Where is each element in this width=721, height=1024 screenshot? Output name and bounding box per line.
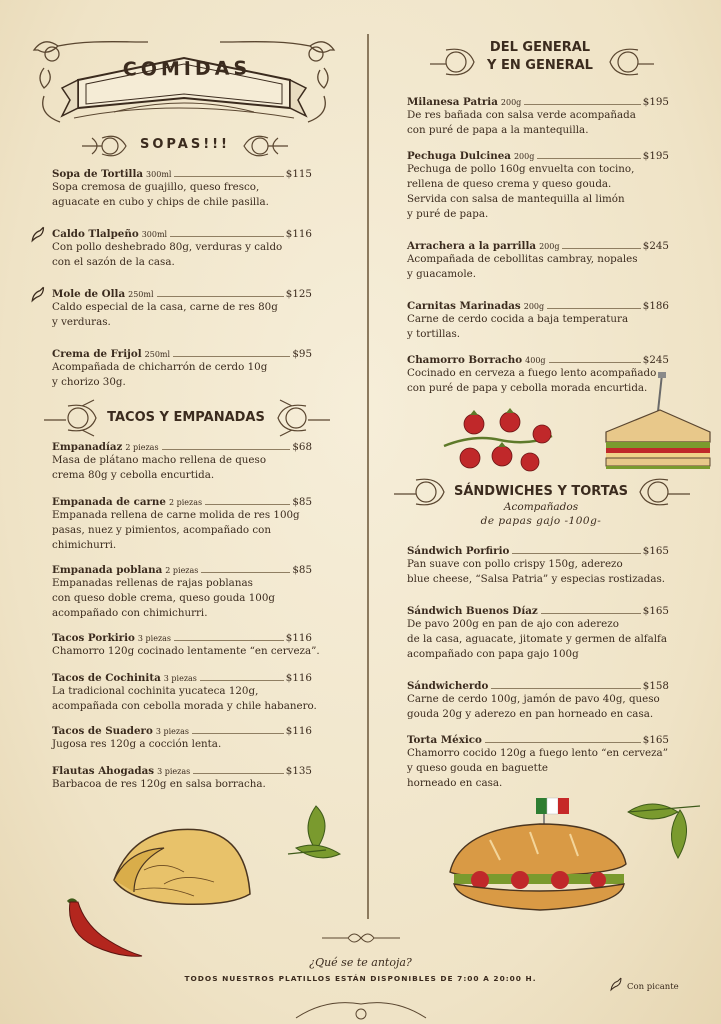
spicy-legend [609, 976, 679, 992]
menu-item-mole-de-olla [52, 288, 312, 330]
item-price: $245 [642, 240, 669, 252]
item-description-line: con puré de papa a la mantequilla. [407, 124, 589, 136]
left-column [52, 0, 320, 800]
item-description-line: y queso gouda en baguette [407, 762, 549, 774]
price-leader-line [192, 733, 284, 734]
item-size: 200g [539, 242, 560, 251]
footer-ornament-bottom [290, 994, 432, 1024]
item-description-line: pasas, nuez y pimientos, acompañado con [52, 524, 271, 536]
menu-item-caldo-tlalpeno [52, 228, 312, 270]
item-name: Empanada poblana [52, 564, 163, 576]
price-leader-line [162, 449, 291, 450]
footer-question: ¿Qué se te antoja? [309, 956, 412, 969]
menu-item-sandwich-porfirio [407, 545, 669, 587]
item-size: 3 piezas [163, 674, 197, 683]
section-title-sandwiches: SÁNDWICHES Y TORTAS [453, 484, 629, 499]
item-price: $116 [285, 725, 312, 737]
item-name: Chamorro Borracho [407, 354, 523, 366]
item-description-line: aguacate en cubo y chips de chile pasilla. [52, 196, 269, 208]
item-name: Carnitas Marinadas [407, 300, 521, 312]
item-size: 250ml [144, 350, 171, 359]
item-name: Caldo Tlalpeño [52, 228, 139, 240]
menu-item-empanadiaz [52, 441, 312, 483]
price-leader-line [173, 356, 290, 357]
price-leader-line [541, 613, 641, 614]
item-description-line: blue cheese, “Salsa Patria” y especias rostizadas. [407, 573, 666, 585]
item-description-line: De res bañada con salsa verde acompañada [407, 109, 636, 121]
item-description-line: con el sazón de la casa. [52, 256, 175, 268]
footer-ornament-top [318, 928, 404, 948]
item-price: $116 [285, 228, 312, 240]
item-description-line: Con pollo deshebrado 80g, verduras y caldo [52, 241, 283, 253]
item-name: Tacos Porkirio [52, 632, 135, 644]
item-price: $165 [642, 734, 669, 746]
item-name: Sándwich Buenos Díaz [407, 605, 538, 617]
item-description-line: Acompañada de cebollitas cambray, nopales [407, 253, 638, 265]
item-name: Torta México [407, 734, 482, 746]
price-leader-line [174, 176, 283, 177]
price-leader-line [562, 248, 640, 249]
chili-legend-icon [609, 976, 625, 992]
menu-item-tacos-de-suadero [52, 725, 312, 752]
section-title-tacos: TACOS Y EMPANADAS [107, 410, 265, 425]
price-leader-line [170, 236, 284, 237]
price-leader-line [485, 742, 641, 743]
price-leader-line [524, 104, 641, 105]
item-size: 200g [500, 98, 522, 107]
item-size: 300ml [141, 230, 168, 239]
menu-item-tacos-porkirio [52, 632, 320, 659]
price-leader-line [174, 640, 284, 641]
menu-item-empanada-poblana [52, 564, 312, 621]
item-description-line: rellena de queso crema y queso gouda. [407, 178, 612, 190]
item-price: $245 [642, 354, 669, 366]
item-description-line: y guacamole. [407, 268, 476, 280]
item-price: $195 [642, 150, 669, 162]
item-description-line: horneado en casa. [407, 777, 503, 789]
menu-item-arrachera-a-la-parrilla [407, 240, 669, 282]
spicy-legend-label: Con picante [627, 982, 679, 992]
item-description-line: acompañado con chimichurri. [52, 607, 208, 619]
club-sandwich-icon [600, 370, 716, 480]
menu-item-carnitas-marinadas [407, 300, 669, 342]
price-leader-line [200, 680, 284, 681]
item-price: $195 [642, 96, 669, 108]
item-name: Tacos de Suadero [52, 725, 153, 737]
item-price: $115 [285, 168, 312, 180]
item-description-line: Empanada rellena de carne molida de res 100g [52, 509, 300, 521]
column-divider [367, 34, 369, 919]
item-name: Sándwich Porfirio [407, 545, 510, 557]
item-description-line: La tradicional cochinita yucateca 120g, [52, 685, 259, 697]
item-price: $95 [292, 348, 312, 360]
item-description-line: Cocinado en cerveza a fuego lento acompañado [407, 367, 657, 379]
item-description-line: Masa de plátano macho rellena de queso [52, 454, 267, 466]
item-description-line: crema 80g y cebolla encurtida. [52, 469, 215, 481]
item-description-line: Chamorro 120g cocinado lentamente “en cerveza”. [52, 645, 320, 657]
price-leader-line [193, 773, 284, 774]
item-description-line: Carne de cerdo 100g, jamón de pavo 40g, queso [407, 693, 660, 705]
item-size: 200g [523, 302, 545, 311]
item-price: $135 [285, 765, 312, 777]
item-description-line: Caldo especial de la casa, carne de res 80g [52, 301, 278, 313]
page-title: COMIDAS [122, 57, 252, 81]
menu-item-flautas-ahogadas [52, 765, 312, 792]
price-leader-line [201, 572, 290, 573]
item-size: 3 piezas [157, 767, 191, 776]
item-name: Crema de Frijol [52, 348, 142, 360]
section-title-general-2: Y EN GENERAL [487, 58, 593, 73]
item-price: $116 [285, 632, 312, 644]
item-price: $165 [642, 605, 669, 617]
item-description-line: Barbacoa de res 120g en salsa borracha. [52, 778, 266, 790]
item-description-line: Pechuga de pollo 160g envuelta con tocino, [407, 163, 635, 175]
price-leader-line [537, 158, 640, 159]
item-price: $68 [292, 441, 312, 453]
item-description-line: Servida con salsa de mantequilla al limón [407, 193, 625, 205]
item-price: $158 [642, 680, 669, 692]
item-size: 200g [513, 152, 535, 161]
price-leader-line [491, 688, 640, 689]
menu-item-sandwich-buenos-diaz [407, 605, 669, 662]
sandwiches-subtitle-1: Acompañados [503, 501, 579, 513]
item-description-line: Acompañada de chicharrón de cerdo 10g [52, 361, 268, 373]
item-description-line: con queso doble crema, queso gouda 100g [52, 592, 275, 604]
item-size: 3 piezas [155, 727, 189, 736]
menu-item-crema-de-frijol [52, 348, 312, 390]
leaf-left-icon [286, 800, 350, 864]
chili-spicy-icon [30, 225, 48, 243]
menu-item-tacos-de-cochinita [52, 672, 317, 714]
price-leader-line [205, 504, 290, 505]
item-size: 3 piezas [137, 634, 172, 643]
item-description-line: Pan suave con pollo crispy 150g, aderezo [407, 558, 623, 570]
menu-item-milanesa-patria [407, 96, 669, 138]
item-description-line: gouda 20g y aderezo en pan horneado en casa. [407, 708, 654, 720]
tomato-vine-icon [440, 406, 556, 476]
item-name: Tacos de Cochinita [52, 672, 161, 684]
item-price: $85 [292, 564, 312, 576]
menu-item-torta-mexico [407, 734, 669, 791]
item-description-line: de la casa, aguacate, jitomate y germen de alfalfa [407, 633, 667, 645]
item-description-line: Carne de cerdo cocida a baja temperatura [407, 313, 629, 325]
item-name: Milanesa Patria [407, 96, 498, 108]
item-price: $165 [642, 545, 669, 557]
menu-item-sandwicherdo [407, 680, 669, 722]
item-description-line: con puré de papa y cebolla morada encurtida. [407, 382, 648, 394]
price-leader-line [512, 553, 640, 554]
item-name: Empanadíaz [52, 441, 123, 453]
item-size: 400g [525, 356, 546, 365]
menu-item-sopa-de-tortilla [52, 168, 312, 210]
item-name: Sopa de Tortilla [52, 168, 144, 180]
sandwiches-subtitle-2: de papas gajo -100g- [480, 515, 602, 527]
item-size: 300ml [146, 170, 172, 179]
item-description-line: acompañada con cebolla morada y chile habanero. [52, 700, 317, 712]
item-name: Arrachera a la parrilla [407, 240, 537, 252]
leaf-right-icon [624, 796, 704, 866]
footer-hours: TODOS NUESTROS PLATILLOS ESTÁN DISPONIBLES DE 7:00 A 20:00 H. [184, 974, 537, 983]
item-size: 250ml [128, 290, 154, 299]
item-name: Pechuga Dulcinea [407, 150, 511, 162]
item-name: Empanada de carne [52, 496, 166, 508]
item-size: 2 piezas [168, 498, 203, 507]
item-description-line: Chamorro cocido 120g a fuego lento “en cerveza” [407, 747, 668, 759]
section-title-sopas: SOPAS!!! [140, 137, 230, 152]
item-description-line: y puré de papa. [407, 208, 489, 220]
torta-sandwich-icon [440, 788, 630, 918]
price-leader-line [547, 308, 641, 309]
item-description-line: acompañado con papa gajo 100g [407, 648, 579, 660]
item-description-line: Sopa cremosa de guajillo, queso fresco, [52, 181, 260, 193]
chili-pepper-icon [60, 896, 146, 960]
menu-item-empanada-de-carne [52, 496, 312, 553]
item-price: $116 [285, 672, 312, 684]
item-price: $125 [285, 288, 312, 300]
item-name: Mole de Olla [52, 288, 126, 300]
item-description-line: y verduras. [52, 316, 111, 328]
price-leader-line [549, 362, 641, 363]
price-leader-line [157, 296, 284, 297]
menu-item-pechuga-dulcinea [407, 150, 669, 222]
item-description-line: y tortillas. [407, 328, 461, 340]
item-size: 2 piezas [125, 443, 159, 452]
item-description-line: y chorizo 30g. [52, 376, 126, 388]
item-description-line: chimichurri. [52, 539, 117, 551]
item-description-line: De pavo 200g en pan de ajo con aderezo [407, 618, 619, 630]
item-name: Sándwicherdo [407, 680, 489, 692]
item-description-line: Empanadas rellenas de rajas poblanas [52, 577, 253, 589]
item-name: Flautas Ahogadas [52, 765, 155, 777]
section-title-general-1: DEL GENERAL [489, 40, 591, 55]
item-price: $186 [642, 300, 669, 312]
item-description-line: Jugosa res 120g a cocción lenta. [52, 738, 222, 750]
item-size: 2 piezas [165, 566, 199, 575]
chili-spicy-icon [30, 285, 48, 303]
item-price: $85 [292, 496, 312, 508]
